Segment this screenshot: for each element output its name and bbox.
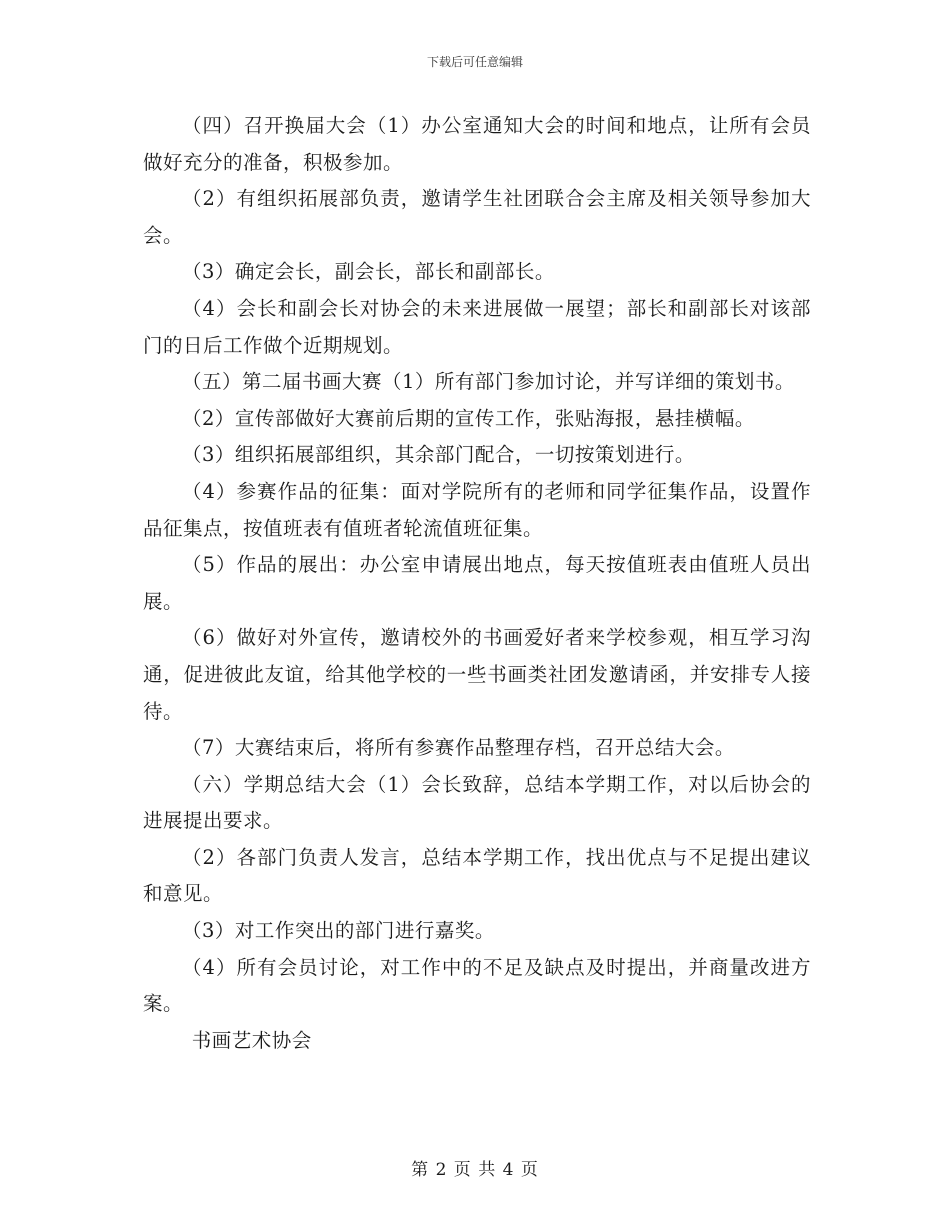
signature: 书画艺术协会: [191, 1028, 312, 1052]
paragraph: （六）学期总结大会（1）会长致辞，总结本学期工作，对以后协会的进展提出要求。: [143, 772, 811, 833]
paragraph: （4）会长和副会长对协会的未来进展做一展望；部长和副部长对该部门的日后工作做个近期规划。: [143, 296, 811, 357]
paragraph: （五）第二届书画大赛（1）所有部门参加讨论，并写详细的策划书。: [182, 370, 795, 394]
page-number-footer: 第 2 页 共 4 页: [411, 1160, 539, 1180]
paragraph: （6）做好对外宣传，邀请校外的书画爱好者来学校参观，相互学习沟通，促进彼此友谊，给其他学校的一些书画类社团发邀请函，并安排专人接待。: [143, 626, 811, 723]
paragraph: （2）各部门负责人发言，总结本学期工作，找出优点与不足提出建议和意见。: [143, 845, 811, 906]
document-body: [143, 108, 811, 1059]
paragraph: （2）有组织拓展部负责，邀请学生社团联合会主席及相关领导参加大会。: [143, 187, 811, 247]
page-header: 下载后可任意编辑: [426, 55, 523, 69]
paragraph: （5）作品的展出：办公室申请展出地点，每天按值班表由值班人员出展。: [143, 553, 811, 613]
paragraph: （2）宣传部做好大赛前后期的宣传工作，张贴海报，悬挂横幅。: [182, 406, 755, 430]
paragraph: （3）组织拓展部组织，其余部门配合，一切按策划进行。: [182, 443, 695, 467]
paragraph: （四）召开换届大会（1）办公室通知大会的时间和地点，让所有会员做好充分的准备，积极参加。: [143, 114, 811, 174]
paragraph: （4）参赛作品的征集：面对学院所有的老师和同学征集作品，设置作品征集点，按值班表有值班者轮流值班征集。: [143, 479, 811, 540]
paragraph: （7）大赛结束后，将所有参赛作品整理存档，召开总结大会。: [182, 736, 735, 760]
paragraph: （3）对工作突出的部门进行嘉奖。: [182, 919, 495, 943]
paragraph: （3）确定会长，副会长，部长和副部长。: [182, 260, 555, 284]
paragraph: （4）所有会员讨论，对工作中的不足及缺点及时提出，并商量改进方案。: [143, 955, 811, 1016]
